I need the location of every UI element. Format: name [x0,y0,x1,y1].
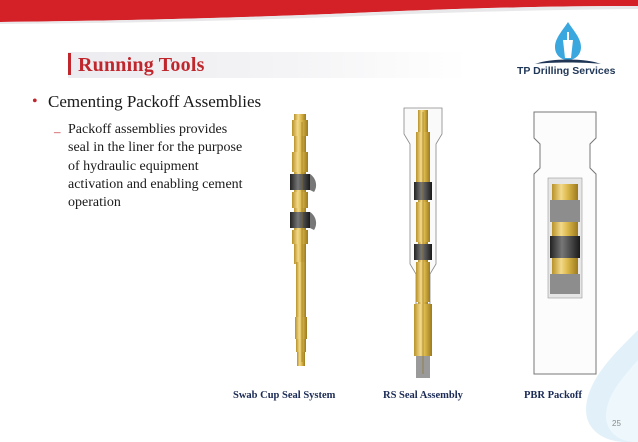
sub-bullet-line: operation [68,195,121,211]
caption-pbr-packoff: PBR Packoff [524,390,583,401]
logo-text: TP Drilling Services [517,65,616,77]
caption-rs-seal: RS Seal Assembly [383,390,463,401]
swab-cup-seal-system-image [268,112,328,374]
rs-seal-assembly-image [396,104,450,384]
caption-swab-cup: Swab Cup Seal System [233,390,336,401]
page-number: 25 [612,419,621,428]
slide-title: Running Tools [78,54,205,76]
sub-bullet-dash: – [54,124,61,139]
bullet-text: Cementing Packoff Assemblies [48,92,262,111]
sub-bullet-line: Packoff assemblies provides [68,122,228,137]
sub-bullet-line: seal in the liner for the purpose [68,140,243,156]
title-accent-bar [68,53,71,75]
sub-bullet-line: activation and enabling cement [68,176,243,192]
bullet-dot: • [32,93,38,110]
sub-bullet-text [68,121,268,212]
water-drop-decoration-icon [556,330,638,442]
sub-bullet-line: of hydraulic equipment [68,158,199,174]
